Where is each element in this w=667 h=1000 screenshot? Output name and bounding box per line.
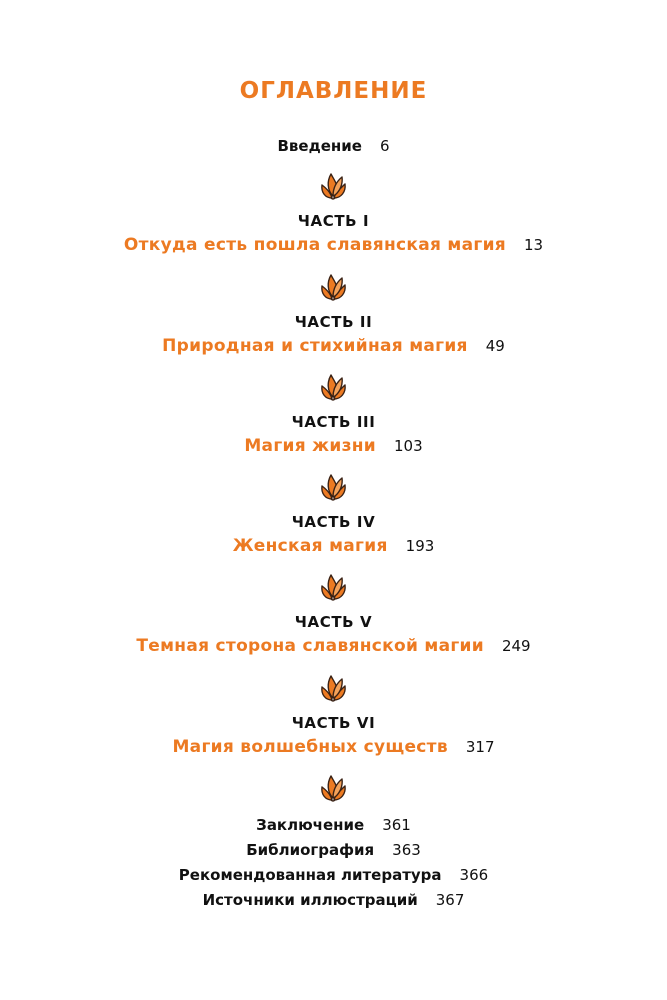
part-5-title: Темная сторона славянской магии: [136, 636, 484, 656]
part-3-label: ЧАСТЬ III: [291, 413, 376, 431]
intro-label: Введение: [277, 137, 362, 155]
toc-intro-entry[interactable]: [0, 136, 667, 156]
part-1-page-number: 13: [524, 236, 544, 254]
back-matter-label: Библиография: [246, 841, 375, 859]
part-4-title: Женская магия: [232, 536, 388, 556]
part-4-label: ЧАСТЬ IV: [291, 513, 376, 531]
part-1-label: ЧАСТЬ I: [297, 212, 370, 230]
part-6-page-number: 317: [465, 738, 495, 756]
part-2-entry[interactable]: [0, 335, 667, 357]
back-matter-label: Рекомендованная литература: [178, 866, 442, 884]
intro-page-number: 6: [379, 137, 390, 155]
part-5-page-number: 249: [501, 637, 531, 655]
back-matter-entry[interactable]: [0, 840, 667, 860]
back-matter-page-number: 363: [392, 841, 421, 859]
back-matter-entry[interactable]: [0, 815, 667, 835]
part-2-title: Природная и стихийная магия: [162, 336, 468, 356]
part-6-label: ЧАСТЬ VI: [291, 714, 376, 732]
part-1-title: Откуда есть пошла славянская магия: [123, 235, 506, 255]
back-matter-page-number: 361: [382, 816, 411, 834]
back-matter-label: Заключение: [256, 816, 365, 834]
flower-bud-icon: [315, 572, 351, 602]
part-3-page-number: 103: [394, 437, 423, 455]
part-5-entry[interactable]: [0, 635, 667, 657]
flower-bud-icon: [315, 171, 351, 201]
part-6-entry[interactable]: [0, 736, 667, 758]
flower-bud-icon: [315, 272, 351, 302]
part-4-page-number: 193: [405, 537, 435, 555]
flower-bud-icon: [315, 372, 351, 402]
part-5-label: ЧАСТЬ V: [294, 613, 373, 631]
part-3-title: Магия жизни: [244, 436, 377, 456]
part-6-title: Магия волшебных существ: [172, 737, 448, 757]
part-2-label: ЧАСТЬ II: [294, 313, 373, 331]
back-matter-entry[interactable]: [0, 890, 667, 910]
part-1-entry[interactable]: [0, 234, 667, 256]
back-matter-label: Источники иллюстраций: [202, 891, 418, 909]
back-matter-entry[interactable]: [0, 865, 667, 885]
part-2-page-number: 49: [485, 337, 505, 355]
toc-title: ОГЛАВЛЕНИЕ: [239, 78, 428, 104]
part-4-entry[interactable]: [0, 535, 667, 557]
back-matter-page-number: 366: [459, 866, 489, 884]
flower-bud-icon: [315, 773, 351, 803]
back-matter-page-number: 367: [435, 891, 465, 909]
flower-bud-icon: [315, 673, 351, 703]
part-3-entry[interactable]: [0, 435, 667, 457]
flower-bud-icon: [315, 472, 351, 502]
